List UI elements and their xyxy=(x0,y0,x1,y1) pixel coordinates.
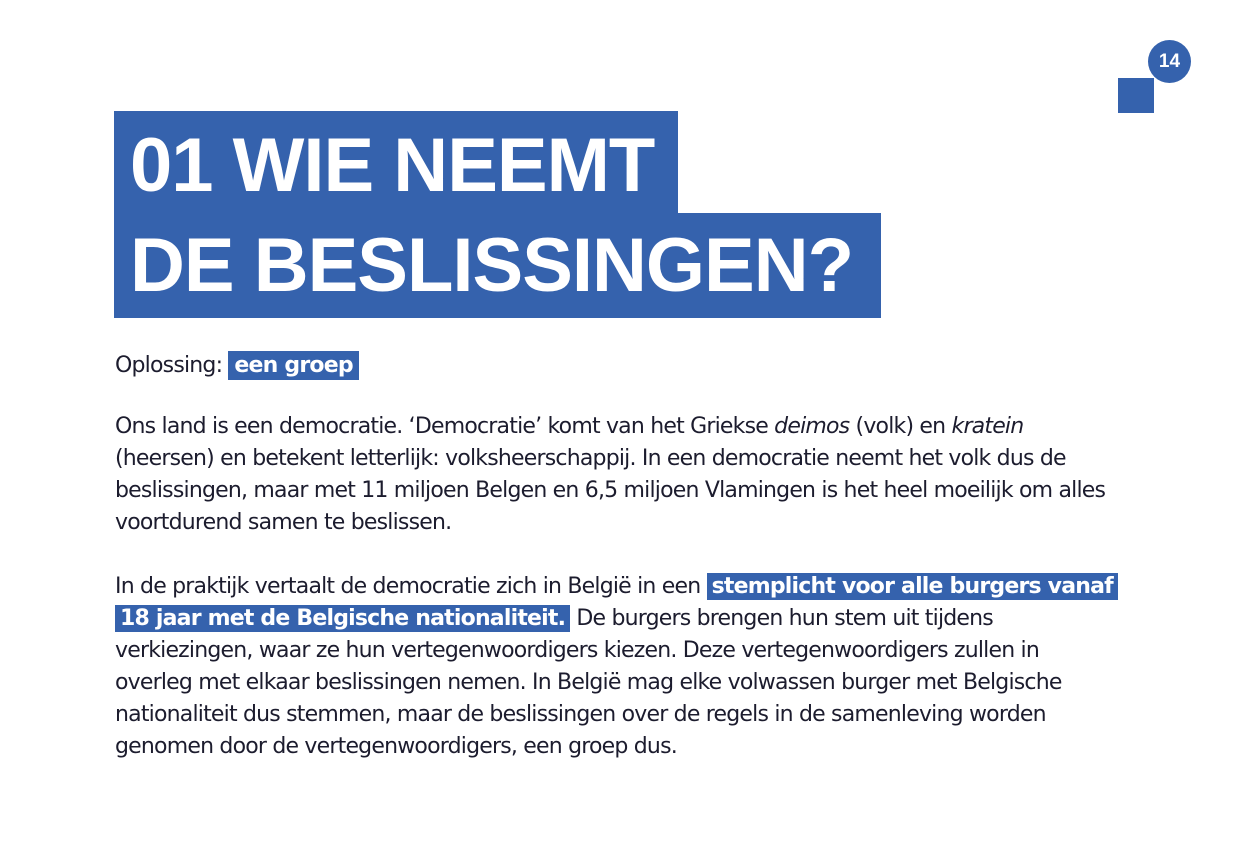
solution-answer-highlight: een groep xyxy=(228,351,358,380)
solution-line xyxy=(115,349,359,383)
paragraph-1-text-c: (heersen) en betekent letterlijk: volksheerschappij. In een democratie neemt het volk dus de beslissingen, maar met 11 miljoen Belgen en 6,5 miljoen Vlamingen is het heel moeilijk om alles voortdurend samen te beslissen. xyxy=(115,446,1106,535)
page-badge-square xyxy=(1118,78,1154,113)
paragraph-democracy xyxy=(115,411,1115,539)
page-number-badge: 14 xyxy=(1148,40,1191,83)
term-kratein: kratein xyxy=(951,414,1024,439)
voting-duty-highlight: stemplicht voor alle burgers vanaf 18 jaar met de Belgische nationaliteit. xyxy=(115,573,1118,632)
solution-label: Oplossing: xyxy=(115,353,223,378)
paragraph-1-text-a: Ons land is een democratie. ‘Democratie’ komt van het Griekse xyxy=(115,414,775,439)
title-line-2: DE BESLISSINGEN? xyxy=(114,213,881,318)
paragraph-2-text-a: In de praktijk vertaalt de democratie zich in België in een xyxy=(115,574,707,599)
paragraph-2-text-b: De burgers brengen hun stem uit tijdens verkiezingen, waar ze hun vertegenwoordigers kiezen. Deze vertegenwoordigers zullen in overleg met elkaar beslissingen nemen. In België mag elke volwassen burger met Belgische nationaliteit dus stemmen, maar de beslissingen over de regels in de samenleving worden genomen door de vertegenwoordigers, een groep dus. xyxy=(115,606,1062,759)
paragraph-voting xyxy=(115,571,1115,763)
paragraph-1-text-b: (volk) en xyxy=(849,414,952,439)
title-line-1: 01 WIE NEEMT xyxy=(114,111,678,213)
term-deimos: deimos xyxy=(774,414,850,439)
